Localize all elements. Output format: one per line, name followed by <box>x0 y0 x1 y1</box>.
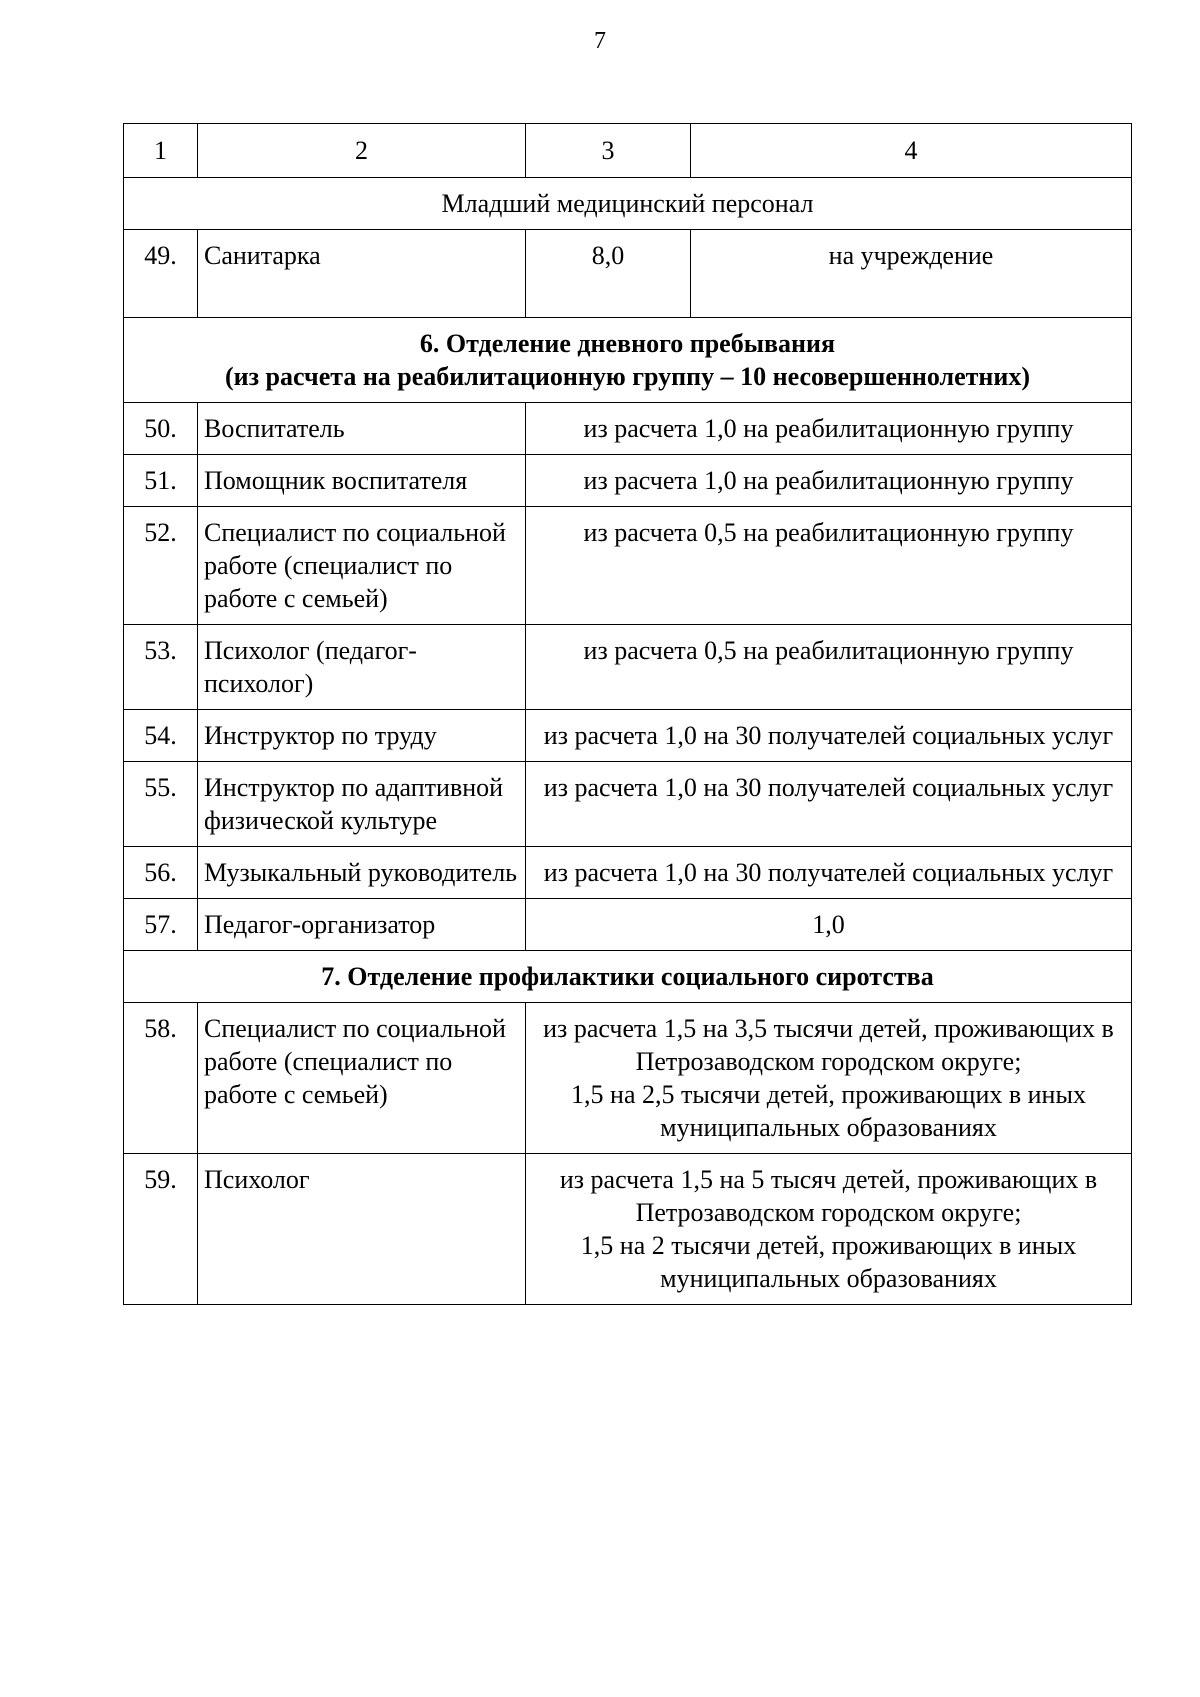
section-title: 7. Отделение профилактики социального сиротства <box>124 951 1132 1003</box>
subsection-row <box>124 178 1132 230</box>
row-number: 53. <box>124 625 198 710</box>
position-name: Инструктор по адаптивной физической культуре <box>198 762 526 847</box>
staffing-table <box>123 123 1132 1305</box>
table-row <box>124 899 1132 951</box>
position-name: Специалист по социальной работе (специалист по работе с семьей) <box>198 507 526 625</box>
staff-norm: из расчета 0,5 на реабилитационную группу <box>526 507 1132 625</box>
staff-norm-line: из расчета 1,5 на 3,5 тысячи детей, проживающих в Петрозаводском городском округе; <box>543 1014 1114 1076</box>
section-title <box>124 318 1132 403</box>
table-row <box>124 507 1132 625</box>
row-number: 58. <box>124 1003 198 1154</box>
staff-norm: из расчета 1,0 на реабилитационную группу <box>526 455 1132 507</box>
row-number: 57. <box>124 899 198 951</box>
staff-norm: 1,0 <box>526 899 1132 951</box>
subsection-title: Младший медицинский персонал <box>124 178 1132 230</box>
section-header-row <box>124 951 1132 1003</box>
page-number: 7 <box>594 28 606 54</box>
row-number: 50. <box>124 403 198 455</box>
position-name: Музыкальный руководитель <box>198 847 526 899</box>
table-row <box>124 403 1132 455</box>
staff-units: 8,0 <box>526 230 691 318</box>
column-number-row <box>124 124 1132 178</box>
position-name: Воспитатель <box>198 403 526 455</box>
row-number: 59. <box>124 1154 198 1305</box>
position-name: Помощник воспитателя <box>198 455 526 507</box>
position-name: Инструктор по труду <box>198 710 526 762</box>
row-number: 55. <box>124 762 198 847</box>
staff-norm: из расчета 0,5 на реабилитационную группу <box>526 625 1132 710</box>
row-number: 56. <box>124 847 198 899</box>
position-name: Психолог <box>198 1154 526 1305</box>
position-name: Специалист по социальной работе (специалист по работе с семьей) <box>198 1003 526 1154</box>
column-number-cell: 4 <box>691 124 1132 178</box>
row-number: 49. <box>124 230 198 318</box>
table-row <box>124 1154 1132 1305</box>
staff-norm <box>526 1003 1132 1154</box>
row-number: 54. <box>124 710 198 762</box>
section-title-line: (из расчета на реабилитационную группу – 10 несовершеннолетних) <box>224 362 1031 391</box>
staff-norm: из расчета 1,0 на реабилитационную группу <box>526 403 1132 455</box>
staff-norm: из расчета 1,0 на 30 получателей социальных услуг <box>526 762 1132 847</box>
staff-norm-line: 1,5 на 2 тысячи детей, проживающих в иных муниципальных образованиях <box>580 1231 1077 1293</box>
table-row <box>124 230 1132 318</box>
column-number-cell: 3 <box>526 124 691 178</box>
table-row <box>124 762 1132 847</box>
table-row <box>124 1003 1132 1154</box>
table-row <box>124 455 1132 507</box>
staff-norm-line: из расчета 1,5 на 5 тысяч детей, проживающих в Петрозаводском городском округе; <box>559 1165 1098 1227</box>
table-row <box>124 847 1132 899</box>
column-number-cell: 2 <box>198 124 526 178</box>
section-header-row <box>124 318 1132 403</box>
row-number: 51. <box>124 455 198 507</box>
position-name: Психолог (педагог-психолог) <box>198 625 526 710</box>
position-name: Педагог-организатор <box>198 899 526 951</box>
staff-note: на учреждение <box>691 230 1132 318</box>
staff-norm: из расчета 1,0 на 30 получателей социальных услуг <box>526 847 1132 899</box>
staff-norm: из расчета 1,0 на 30 получателей социальных услуг <box>526 710 1132 762</box>
table-row <box>124 625 1132 710</box>
section-title-line: 6. Отделение дневного пребывания <box>419 329 836 358</box>
staff-norm-line: 1,5 на 2,5 тысячи детей, проживающих в иных муниципальных образованиях <box>571 1080 1086 1142</box>
staff-norm <box>526 1154 1132 1305</box>
position-name: Санитарка <box>198 230 526 318</box>
table-row <box>124 710 1132 762</box>
column-number-cell: 1 <box>124 124 198 178</box>
row-number: 52. <box>124 507 198 625</box>
